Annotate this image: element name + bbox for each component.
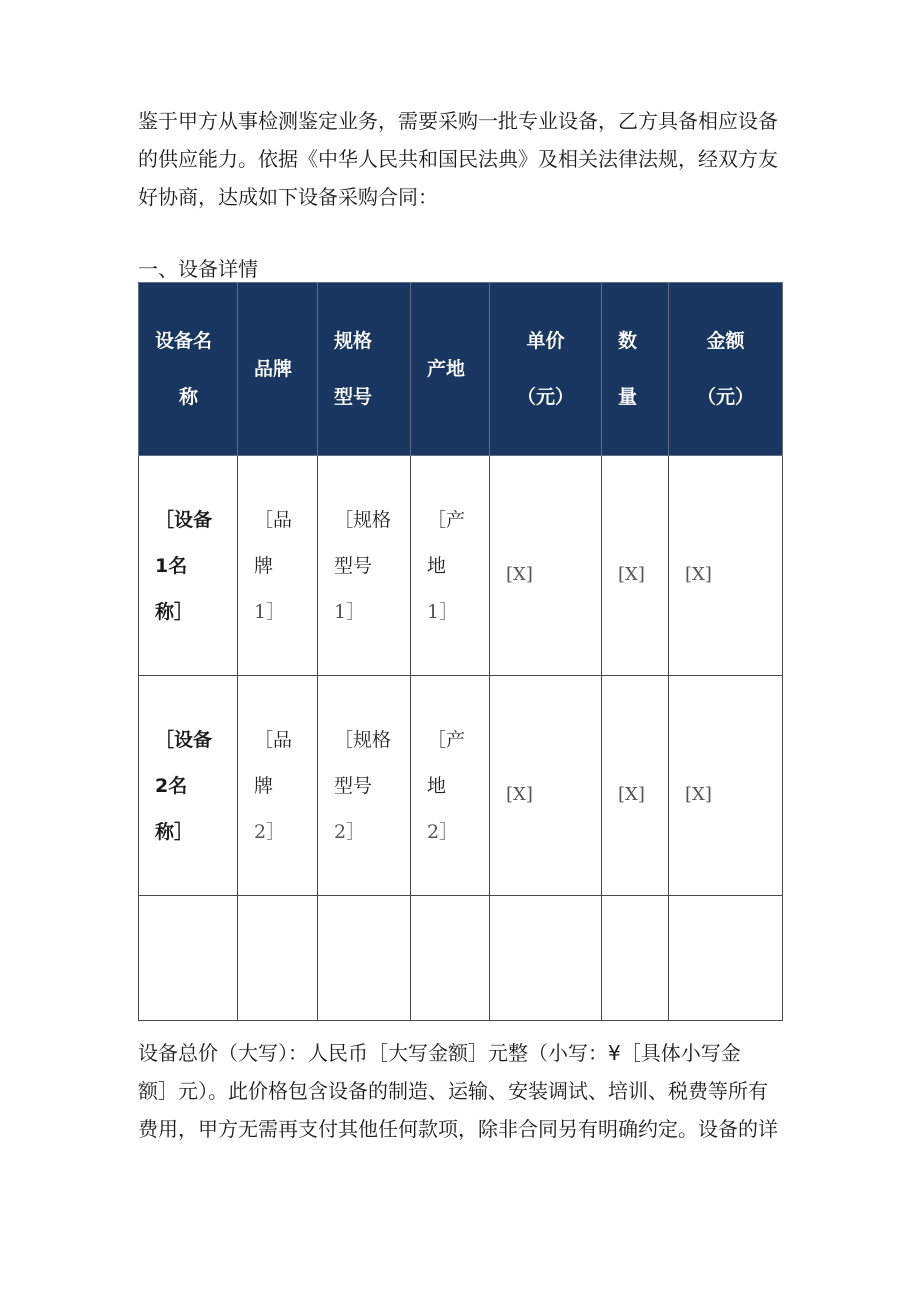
intro-paragraph (138, 102, 788, 216)
header-model: 规格 型号 (318, 283, 411, 456)
empty-cell (318, 896, 411, 1021)
header-amount: 金额 （元） (669, 283, 783, 456)
cell-origin: ［产 地 1］ (411, 456, 490, 676)
section-title: 一、设备详情 (138, 257, 258, 281)
empty-cell (490, 896, 602, 1021)
empty-cell (669, 896, 783, 1021)
intro-line: 鉴于甲方从事检测鉴定业务，需要采购一批专业设备，乙方具备相应设备 (138, 109, 778, 133)
cell-amount: [X] (669, 676, 783, 896)
cell-device-name: ［设备 2名 称］ (139, 676, 238, 896)
header-device-name: 设备名 称 (139, 283, 238, 456)
cell-quantity: [X] (602, 676, 669, 896)
empty-cell (411, 896, 490, 1021)
table-header-row (139, 283, 783, 456)
cell-brand: ［品 牌 2］ (238, 676, 318, 896)
cell-model: ［规格 型号 1］ (318, 456, 411, 676)
table-row (139, 676, 783, 896)
outro-line: 额］元）。此价格包含设备的制造、运输、安装调试、培训、税费等所有 (138, 1079, 768, 1103)
cell-device-name: ［设备 1名 称］ (139, 456, 238, 676)
table-row (139, 456, 783, 676)
table-row-empty (139, 896, 783, 1021)
empty-cell (238, 896, 318, 1021)
cell-unit-price: [X] (490, 676, 602, 896)
empty-cell (139, 896, 238, 1021)
cell-unit-price: [X] (490, 456, 602, 676)
intro-line: 的供应能力。依据《中华人民共和国民法典》及相关法律法规，经双方友 (138, 147, 778, 171)
cell-brand: ［品 牌 1］ (238, 456, 318, 676)
empty-cell (602, 896, 669, 1021)
cell-origin: ［产 地 2］ (411, 676, 490, 896)
equipment-table (138, 282, 783, 1021)
header-origin: 产地 (411, 283, 490, 456)
cell-quantity: [X] (602, 456, 669, 676)
intro-line: 好协商，达成如下设备采购合同： (138, 185, 438, 209)
cell-amount: [X] (669, 456, 783, 676)
outro-line: 费用，甲方无需再支付其他任何款项，除非合同另有明确约定。设备的详 (138, 1117, 778, 1141)
cell-model: ［规格 型号 2］ (318, 676, 411, 896)
header-quantity: 数 量 (602, 283, 669, 456)
total-price-paragraph (138, 1034, 788, 1148)
header-brand: 品牌 (238, 283, 318, 456)
outro-line: 设备总价（大写）：人民币［大写金额］元整（小写：¥［具体小写金 (138, 1041, 741, 1065)
header-unit-price: 单价 （元） (490, 283, 602, 456)
